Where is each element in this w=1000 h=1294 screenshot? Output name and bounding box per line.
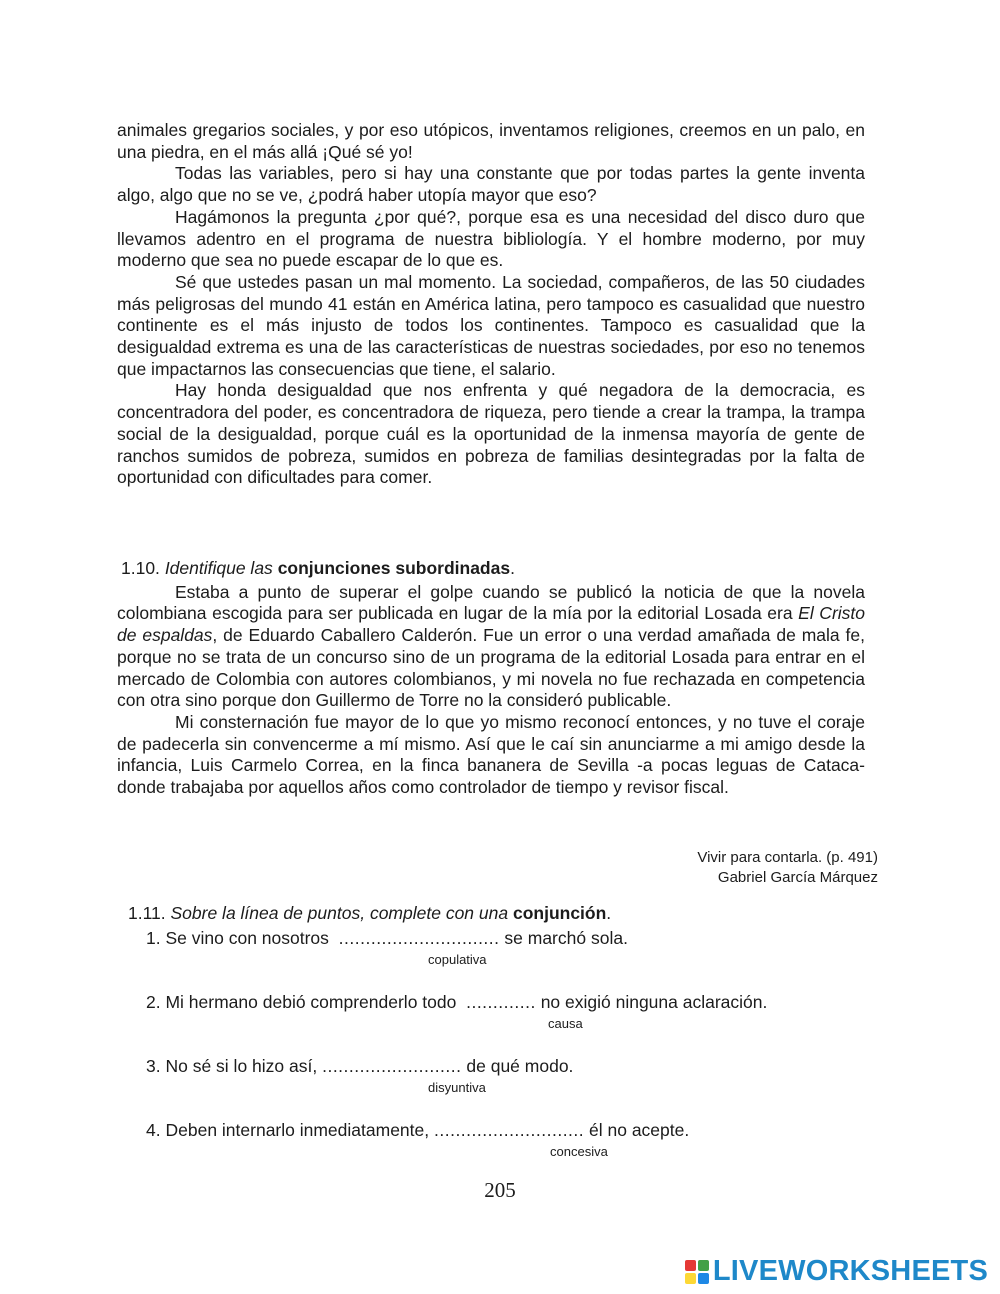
logo-square xyxy=(698,1260,709,1271)
paragraph xyxy=(117,582,865,712)
paragraph: Sé que ustedes pasan un mal momento. La sociedad, compañeros, de las 50 ciudades más peligrosas del mundo 41 están en América latina, pero tampoco es casualidad que nuestro continente es el más injusto de todos los continentes. Tampoco es casualidad que la desigualdad extrema es una de las características de nuestras sociedades, por eso no tenemos que impactarnos las consecuencias que tiene, el salario. xyxy=(117,271,865,379)
liveworksheets-logo[interactable] xyxy=(685,1255,988,1288)
answer-blank[interactable]: ............................ xyxy=(434,1120,585,1140)
item-text-before: No sé si lo hizo así, xyxy=(165,1056,318,1076)
exercise-instruction: Sobre la línea de puntos, complete con una xyxy=(170,903,509,923)
item-number: 1. xyxy=(146,928,161,948)
item-text-before: Deben internarlo inmediatamente, xyxy=(165,1120,430,1140)
paragraph-text: Estaba a punto de superar el golpe cuando se publicó la noticia de que la novela colombiana escogida para ser publicada en lugar de la mía por la editorial Losada era xyxy=(117,581,865,624)
brand-name: LIVEWORKSHEETS xyxy=(712,1255,988,1287)
exercise-heading xyxy=(121,558,865,580)
paragraph: Mi consternación fue mayor de lo que yo mismo reconocí entonces, y no tuve el coraje de padecerla sin convencerme a mí mismo. Así que le caí sin anunciarme a mi amigo desde la infancia, Luis Carmelo Correa, en la finca bananera de Sevilla -a pocas leguas de Cataca- donde trabajaba por aquellos años como controlador de tiempo y revisor fiscal. xyxy=(117,711,865,798)
answer-blank[interactable]: ............. xyxy=(466,992,536,1012)
conjunction-type-hint: disyuntiva xyxy=(428,1080,486,1095)
item-number: 3. xyxy=(146,1056,161,1076)
item-number: 2. xyxy=(146,992,161,1012)
item-text-after: de qué modo. xyxy=(466,1056,574,1076)
logo-square xyxy=(685,1260,696,1271)
exercise-number: 1.11. xyxy=(128,903,166,923)
period: . xyxy=(606,903,612,923)
conjunction-type-hint: causa xyxy=(548,1016,583,1031)
exercise-item xyxy=(128,1120,888,1184)
exercise-1-11 xyxy=(128,903,888,1184)
logo-square xyxy=(685,1273,696,1284)
paragraph: Todas las variables, pero si hay una constante que por todas partes la gente inventa algo, algo que no se ve, ¿podrá haber utopía mayor que eso? xyxy=(117,163,865,206)
exercise-keyword: conjunción xyxy=(512,903,607,923)
citation xyxy=(697,848,878,888)
item-number: 4. xyxy=(146,1120,161,1140)
item-text-after: él no acepte. xyxy=(589,1120,690,1140)
paragraph: animales gregarios sociales, y por eso utópicos, inventamos religiones, creemos en un palo, en una piedra, en el más allá ¡Qué sé yo! xyxy=(117,120,865,162)
period: . xyxy=(510,558,515,578)
exercise-instruction: Identifique las xyxy=(164,558,273,578)
item-text-after: se marchó sola. xyxy=(504,928,628,948)
item-text-before: Mi hermano debió comprenderlo todo xyxy=(165,992,457,1012)
reading-passage xyxy=(117,120,865,489)
page-number: 205 xyxy=(484,1178,516,1202)
book-title: El Cristo de espaldas xyxy=(117,603,866,646)
exercise-item xyxy=(128,1056,888,1120)
paragraph: Hay honda desigualdad que nos enfrenta y qué negadora de la democracia, es concentradora del poder, es concentradora de riqueza, pero tiende a crear la trampa, la trampa social de la desigualdad, porque cuál es la oportunidad de la inmensa mayoría de gente de ranchos sumidos de pobreza, sumidos en pobreza de familias desintegradas por la falta de oportunidad con dificultades para comer. xyxy=(117,380,865,488)
exercise-heading xyxy=(128,903,888,924)
paragraph: Hagámonos la pregunta ¿por qué?, porque esa es una necesidad del disco duro que llevamos adentro en el programa de nuestra bibliología. Y el hombre moderno, por muy moderno que sea no puede escapar de lo que es. xyxy=(117,206,865,271)
citation-author: Gabriel García Márquez xyxy=(717,869,878,886)
exercise-number: 1.10. xyxy=(121,558,160,578)
logo-icon xyxy=(685,1260,709,1284)
exercise-item xyxy=(128,992,888,1056)
answer-blank[interactable]: .......................... xyxy=(322,1056,462,1076)
answer-blank[interactable]: .............................. xyxy=(338,928,500,948)
item-text-after: no exigió ninguna aclaración. xyxy=(540,992,768,1012)
item-text-before: Se vino con nosotros xyxy=(165,928,329,948)
conjunction-type-hint: copulativa xyxy=(428,952,487,967)
conjunction-type-hint: concesiva xyxy=(550,1144,608,1159)
exercise-1-10 xyxy=(117,558,865,799)
exercise-item xyxy=(128,928,888,992)
exercise-keyword: conjunciones subordinadas xyxy=(277,558,511,578)
logo-square xyxy=(698,1273,709,1284)
paragraph-text: , de Eduardo Caballero Calderón. Fue un error o una verdad amañada de mala fe, porque no se trata de un concurso sino de un programa de la editorial Losada para entrar en el mercado de Colombia con autores colombianos, y mi novela no fue rechazada en competencia con otra sino porque don Guillermo de Torre no la consideró publicable. xyxy=(117,625,865,711)
citation-title: Vivir para contarla. (p. 491) xyxy=(697,849,878,866)
